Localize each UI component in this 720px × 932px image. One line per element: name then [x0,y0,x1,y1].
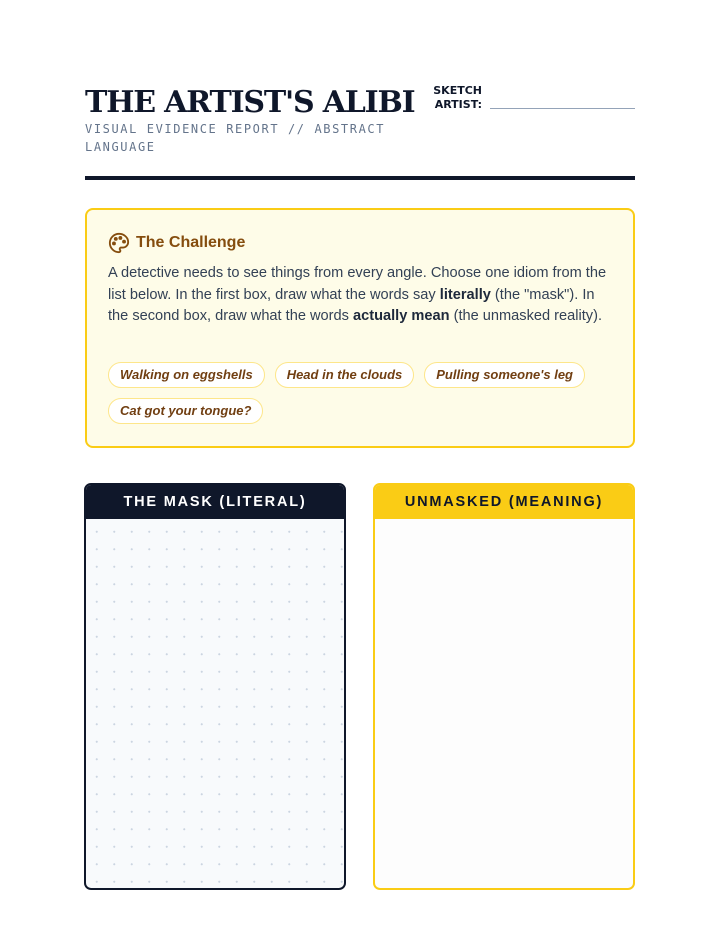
worksheet-subtitle: VISUAL EVIDENCE REPORT // ABSTRACT LANGUAGE [85,122,386,154]
challenge-header [108,232,245,254]
meaning-drawing-area[interactable] [375,519,633,888]
instructions-text-3: (the unmasked reality). [449,308,603,324]
challenge-box [85,208,635,448]
idiom-chip-pulling-someones-leg[interactable]: Pulling someone's leg [424,362,585,388]
palette-icon [108,232,130,254]
sketch-artist-label [432,84,482,112]
challenge-instructions [108,263,614,328]
instructions-text-1: A detective needs to see things from every angle. Choose one idiom from the list below. In the first box, draw what the words say [108,265,607,303]
idiom-chip-cat-got-your-tongue[interactable]: Cat got your tongue? [108,398,263,424]
sketch-artist-label-line1: SKETCH [433,84,482,97]
instructions-emphasis-actually-mean: actually mean [353,308,450,324]
sketch-artist-label-line2: ARTIST: [434,98,482,111]
literal-panel-title: THE MASK (LITERAL) [86,485,344,519]
idiom-chip-head-in-the-clouds[interactable]: Head in the clouds [275,362,415,388]
header-divider [85,176,635,180]
worksheet-title: THE ARTIST'S ALIBI [85,85,415,120]
meaning-panel [373,483,635,890]
literal-drawing-area[interactable] [86,519,344,888]
meaning-panel-title: UNMASKED (MEANING) [375,485,633,519]
idiom-list [108,362,628,424]
literal-panel [84,483,346,890]
idiom-chip-walking-on-eggshells[interactable]: Walking on eggshells [108,362,265,388]
sketch-artist-name-field[interactable] [490,108,635,109]
instructions-text-2: (the "mask"). In the second box, draw what the words [108,286,595,324]
challenge-title: The Challenge [136,234,246,251]
instructions-emphasis-literally: literally [439,286,491,303]
